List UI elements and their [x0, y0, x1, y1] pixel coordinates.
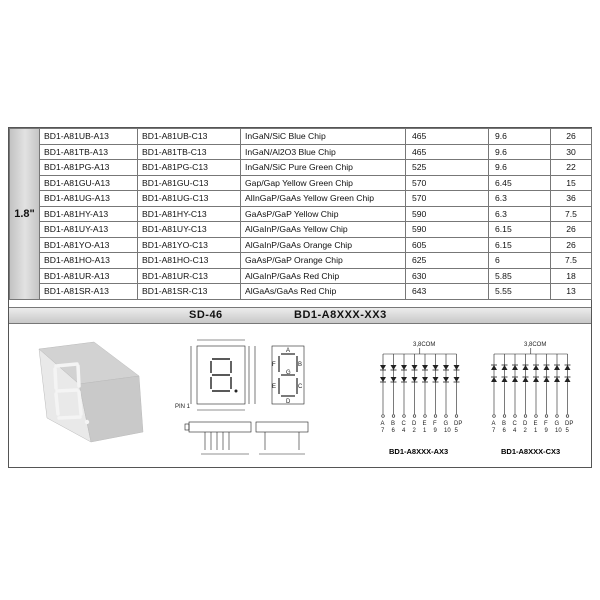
front-view-drawing	[185, 340, 255, 454]
chip-material: Gap/Gap Yellow Green Chip	[241, 175, 406, 191]
chip-material: AlGaInP/GaAs Orange Chip	[241, 237, 406, 253]
display-size-label: 1.8"	[10, 129, 40, 300]
forward-voltage-value: 6.15	[489, 237, 551, 253]
forward-voltage-value: 5.55	[489, 284, 551, 300]
pin-letter: C	[512, 421, 517, 427]
pin-letter: E	[533, 421, 538, 427]
table-row	[10, 129, 592, 145]
pin-letter: C	[401, 421, 406, 427]
chip-material: GaAsP/GaP Yellow Chip	[241, 206, 406, 222]
part-number-anode: BD1-A81UR-A13	[40, 268, 138, 284]
chip-material: AlGaInP/GaAs Red Chip	[241, 268, 406, 284]
pin-letter: B	[391, 421, 396, 427]
intensity-value: 18	[551, 268, 592, 284]
cathode-caption: BD1-A8XXX-CX3	[501, 447, 561, 456]
wavelength-value: 570	[406, 175, 489, 191]
pin-letter: DP	[565, 421, 574, 427]
wavelength-value: 465	[406, 144, 489, 160]
table-row	[10, 284, 592, 300]
anode-caption: BD1-A8XXX-AX3	[389, 447, 449, 456]
display-photo	[39, 342, 143, 442]
wavelength-value: 630	[406, 268, 489, 284]
pin-number: 7	[381, 428, 385, 434]
intensity-value: 7.5	[551, 253, 592, 269]
part-number-anode: BD1-A81TB-A13	[40, 144, 138, 160]
part-number-cathode: BD1-A81UB-C13	[138, 129, 241, 145]
wavelength-value: 590	[406, 206, 489, 222]
pin-letter: D	[523, 421, 528, 427]
pin-number: 1	[423, 428, 427, 434]
chip-material: AlGaInP/GaAs Yellow Chip	[241, 222, 406, 238]
wavelength-value: 465	[406, 129, 489, 145]
table-row	[10, 253, 592, 269]
wavelength-value: 625	[406, 253, 489, 269]
table-row	[10, 222, 592, 238]
pin1-label: PIN 1	[175, 404, 191, 410]
table-row	[10, 144, 592, 160]
anode-common-label: 3,8COM	[413, 342, 436, 348]
intensity-value: 30	[551, 144, 592, 160]
drawings-area	[9, 324, 591, 467]
wavelength-value: 590	[406, 222, 489, 238]
datasheet-panel	[8, 127, 592, 468]
pin-number: 5	[565, 428, 569, 434]
part-pattern: BD1-A8XXX-XX3	[294, 309, 387, 321]
part-number-anode: BD1-A81YO-A13	[40, 237, 138, 253]
part-number-cathode: BD1-A81YO-C13	[138, 237, 241, 253]
pin-number: 5	[454, 428, 458, 434]
common-anode-circuit	[380, 348, 462, 434]
intensity-value: 26	[551, 237, 592, 253]
table-row	[10, 191, 592, 207]
pin-number: 6	[391, 428, 395, 434]
pin-number: 10	[555, 428, 562, 434]
part-number-anode: BD1-A81HY-A13	[40, 206, 138, 222]
chip-material: InGaN/SiC Blue Chip	[241, 129, 406, 145]
part-number-anode: BD1-A81PG-A13	[40, 160, 138, 176]
part-number-cathode: BD1-A81GU-C13	[138, 175, 241, 191]
part-number-cathode: BD1-A81UG-C13	[138, 191, 241, 207]
forward-voltage-value: 6.15	[489, 222, 551, 238]
pin-letter: D	[412, 421, 417, 427]
part-number-cathode: BD1-A81UY-C13	[138, 222, 241, 238]
pin-number: 9	[544, 428, 548, 434]
table-row	[10, 268, 592, 284]
cathode-common-label: 3,8COM	[524, 342, 547, 348]
wavelength-value: 525	[406, 160, 489, 176]
intensity-value: 36	[551, 191, 592, 207]
pin-number: 4	[513, 428, 517, 434]
pin-letter: A	[380, 421, 385, 427]
pin-number: 10	[444, 428, 451, 434]
series-bar	[9, 307, 591, 324]
pin-number: 2	[523, 428, 527, 434]
forward-voltage-value: 9.6	[489, 144, 551, 160]
intensity-value: 26	[551, 129, 592, 145]
chip-material: AlInGaP/GaAs Yellow Green Chip	[241, 191, 406, 207]
segment-letter: F	[272, 362, 276, 368]
forward-voltage-value: 6.45	[489, 175, 551, 191]
part-number-cathode: BD1-A81HO-C13	[138, 253, 241, 269]
intensity-value: 7.5	[551, 206, 592, 222]
intensity-value: 13	[551, 284, 592, 300]
pin-letter: G	[443, 421, 449, 427]
chip-material: InGaN/Al2O3 Blue Chip	[241, 144, 406, 160]
segment-letter: E	[272, 384, 277, 390]
segment-letter: A	[286, 348, 291, 354]
forward-voltage-value: 6	[489, 253, 551, 269]
pin-letter: A	[491, 421, 496, 427]
segment-letter: D	[286, 399, 291, 405]
forward-voltage-value: 9.6	[489, 160, 551, 176]
part-number-cathode: BD1-A81HY-C13	[138, 206, 241, 222]
chip-material: InGaN/SiC Pure Green Chip	[241, 160, 406, 176]
wavelength-value: 643	[406, 284, 489, 300]
intensity-value: 22	[551, 160, 592, 176]
pin-letter: B	[502, 421, 507, 427]
pin-number: 9	[433, 428, 437, 434]
segment-letter: C	[298, 384, 303, 390]
pin-number: 1	[534, 428, 538, 434]
forward-voltage-value: 6.3	[489, 191, 551, 207]
pin-number: 2	[412, 428, 416, 434]
part-number-cathode: BD1-A81UR-C13	[138, 268, 241, 284]
table-row	[10, 206, 592, 222]
spec-table	[9, 128, 592, 300]
pin-number: 7	[492, 428, 496, 434]
intensity-value: 15	[551, 175, 592, 191]
part-number-anode: BD1-A81GU-A13	[40, 175, 138, 191]
segment-letter: B	[298, 362, 303, 368]
table-row	[10, 175, 592, 191]
intensity-value: 26	[551, 222, 592, 238]
part-number-anode: BD1-A81SR-A13	[40, 284, 138, 300]
forward-voltage-value: 5.85	[489, 268, 551, 284]
part-number-cathode: BD1-A81SR-C13	[138, 284, 241, 300]
table-row	[10, 237, 592, 253]
chip-material: GaAsP/GaP Orange Chip	[241, 253, 406, 269]
package-code: SD-46	[189, 309, 223, 321]
pin-letter: DP	[454, 421, 463, 427]
table-row	[10, 160, 592, 176]
wavelength-value: 605	[406, 237, 489, 253]
part-number-cathode: BD1-A81TB-C13	[138, 144, 241, 160]
pin-letter: F	[544, 421, 548, 427]
part-number-anode: BD1-A81HO-A13	[40, 253, 138, 269]
pin-letter: F	[433, 421, 437, 427]
pin-letter: E	[422, 421, 427, 427]
part-number-anode: BD1-A81UG-A13	[40, 191, 138, 207]
forward-voltage-value: 9.6	[489, 129, 551, 145]
segment-letter: G	[286, 370, 291, 376]
part-number-cathode: BD1-A81PG-C13	[138, 160, 241, 176]
wavelength-value: 570	[406, 191, 489, 207]
pin-number: 4	[402, 428, 406, 434]
part-number-anode: BD1-A81UB-A13	[40, 129, 138, 145]
chip-material: AlGaAs/GaAs Red Chip	[241, 284, 406, 300]
common-cathode-circuit	[491, 348, 573, 434]
forward-voltage-value: 6.3	[489, 206, 551, 222]
pin-number: 6	[502, 428, 506, 434]
part-number-anode: BD1-A81UY-A13	[40, 222, 138, 238]
pin-letter: G	[554, 421, 560, 427]
